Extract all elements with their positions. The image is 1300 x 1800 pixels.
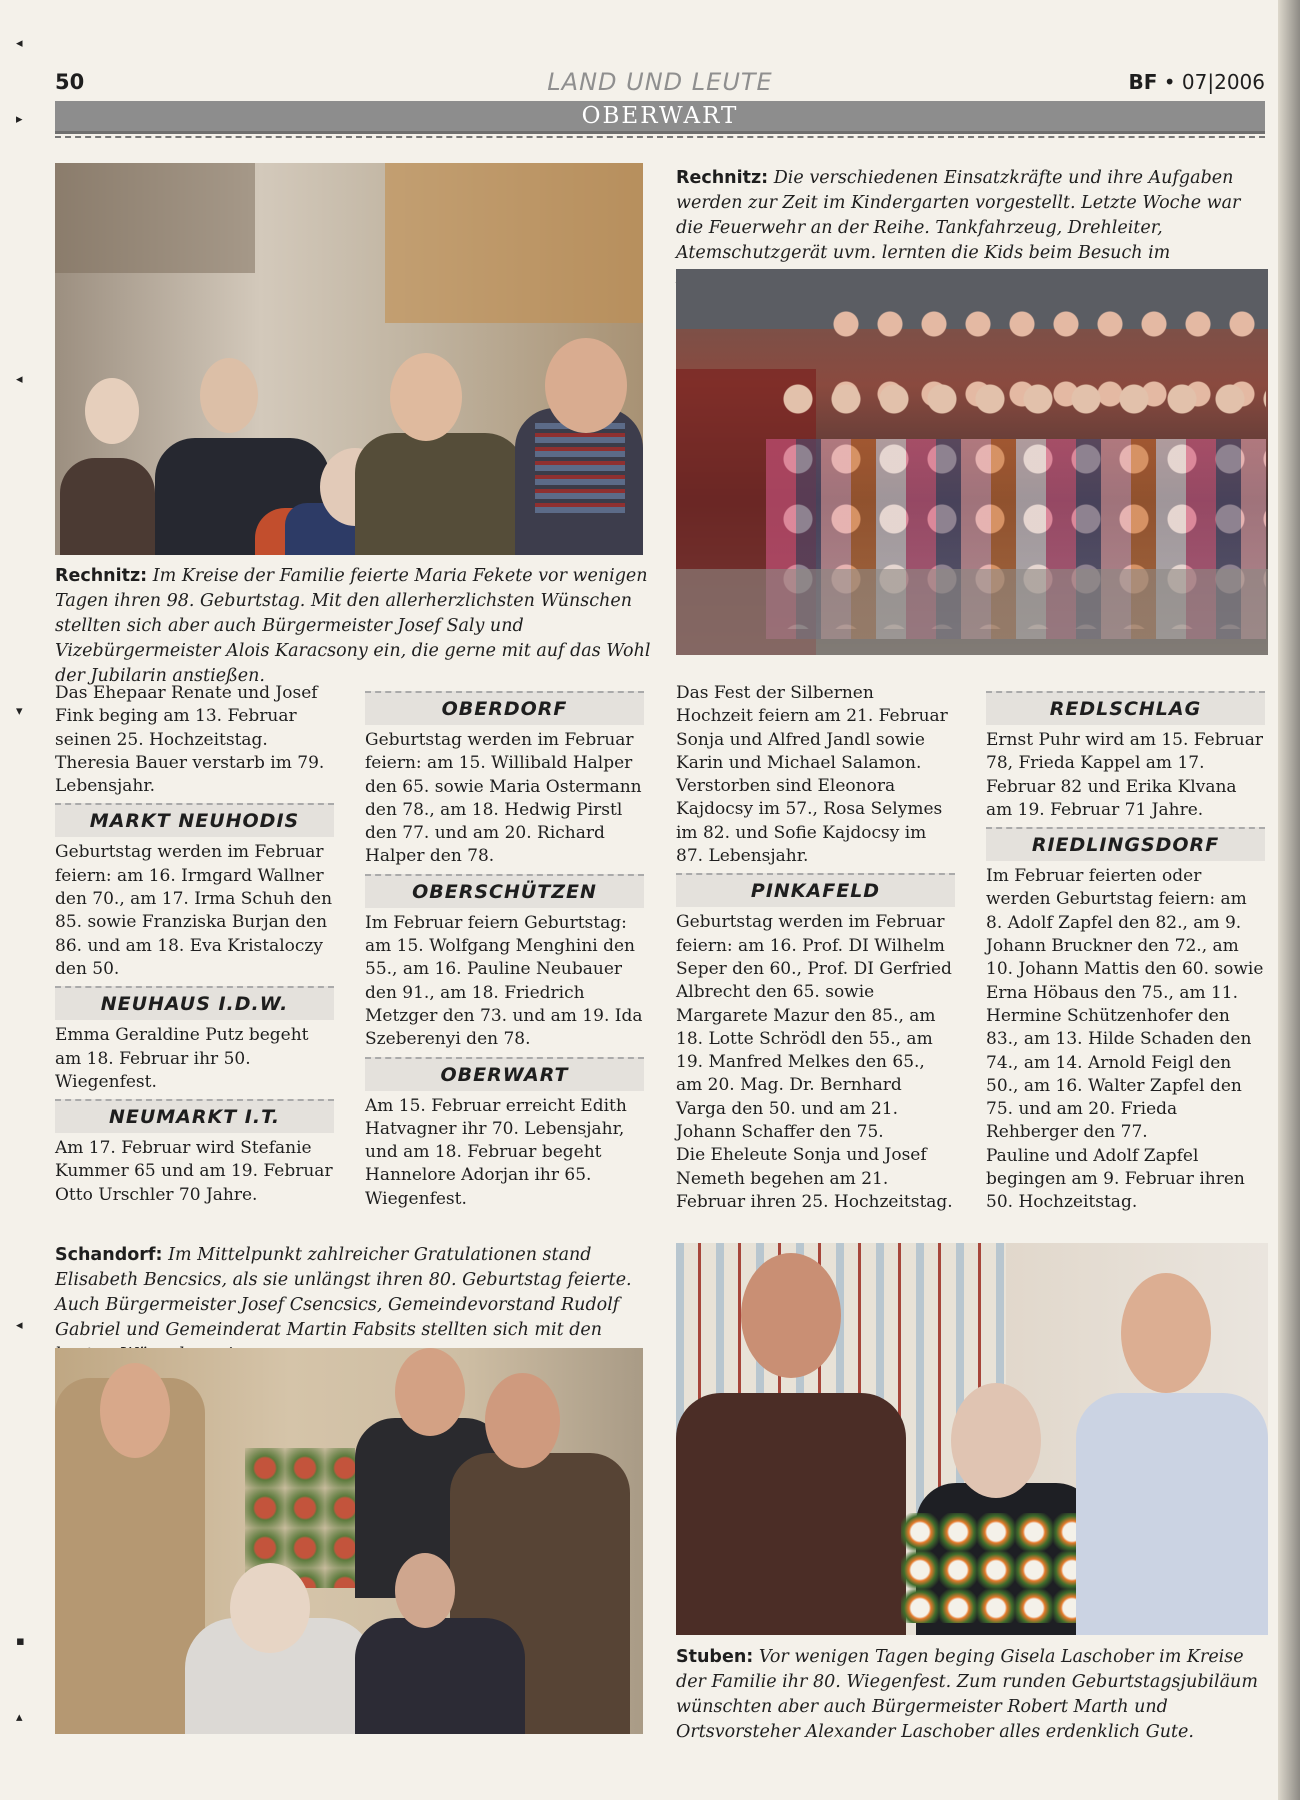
caption-text: Im Kreise der Familie feierte Maria Fekete vor wenigen Tagen ihren 98. Geburtstag. Mit den allerherzlichsten Wünschen stellten sich aber auch Bürgermeister Josef Saly und Vizebürgermeister Alois Karacsony ein, die gerne mit auf das Wohl der Jubilarin anstießen. [55, 566, 651, 686]
column-1 [55, 682, 334, 1207]
column-2 [365, 682, 644, 1211]
photo-schandorf [55, 1348, 643, 1734]
article-text: Geburtstag werden im Februar feiern: am 16. Prof. DI Wilhelm Seper den 60., Prof. DI Gerfried Albrecht den 65. sowie Margarete Mazur den 85., am 18. Lotte Schrödl den 55., am 19. Manfred Melkes den 65., am 20. Mag. Dr. Bernhard Varga den 50. und am 21. Johann Schaffer den 75. [676, 912, 952, 1143]
heading-pinkafeld: PINKAFELD [676, 873, 955, 907]
article-text: Geburtstag werden im Februar feiern: am 16. Irmgard Wallner den 70., am 17. Irma Schuh den 85. sowie Franziska Burjan den 86. und am 18. Eva Kristaloczy den 50. [55, 842, 333, 979]
margin-marker: ▪ [16, 1634, 25, 1649]
margin-marker: ◂ [16, 372, 23, 387]
page-edge-shadow [1278, 0, 1300, 1800]
issue-number: 07|2006 [1181, 70, 1265, 94]
caption-place: Stuben: [676, 1647, 754, 1667]
caption-place: Rechnitz: [55, 566, 148, 586]
article-text: Das Fest der Silbernen Hochzeit feiern am 21. Februar Sonja und Alfred Jandl sowie Karin und Michael Salamon. Verstorben sind Eleonora Kajdocsy im 57., Rosa Selymes im 82. und Sofie Kajdocsy im 87. Lebensjahr. [676, 683, 948, 867]
caption-rechnitz-birthday [55, 564, 655, 689]
article-text: Am 15. Februar erreicht Edith Hatvagner ihr 70. Lebensjahr, und am 18. Februar begeht Hannelore Adorjan ihr 65. Wiegenfest. [365, 1095, 627, 1209]
heading-oberdorf: OBERDORF [365, 691, 644, 725]
photo-stuben [676, 1243, 1268, 1635]
margin-marker: ▴ [16, 1710, 23, 1725]
margin-marker: ◂ [16, 36, 23, 51]
article-text: Im Februar feiern Geburtstag: am 15. Wolfgang Menghini den 55., am 16. Pauline Neubauer den 91., am 18. Friedrich Metzger den 73. und am 19. Ida Szeberenyi den 78. [365, 912, 643, 1050]
heading-redlschlag: REDLSCHLAG [986, 691, 1265, 725]
caption-place: Schandorf: [55, 1245, 163, 1265]
divider [55, 136, 1265, 138]
caption-text: Vor wenigen Tagen beging Gisela Laschober im Kreise der Familie ihr 80. Wiegenfest. Zum runden Geburtstagsjubiläum wünschten aber auch Bürgermeister Robert Marth und Ortsvorsteher Alexander Laschober alles erdenklich Gute. [676, 1647, 1258, 1742]
column-3 [676, 682, 955, 1214]
region-bar [55, 101, 1265, 134]
section-title: LAND UND LEUTE [547, 68, 773, 96]
heading-markt-neuhodis: MARKT NEUHODIS [55, 803, 334, 837]
margin-marker: ◂ [16, 1318, 23, 1333]
article-text: Ernst Puhr wird am 15. Februar 78, Frieda Kappel am 17. Februar 82 und Erika Klvana am 19. Februar 71 Jahre. [986, 730, 1263, 820]
caption-place: Rechnitz: [676, 168, 769, 188]
issue-info: BF • 07|2006 [1128, 70, 1265, 94]
article-text: Das Ehepaar Renate und Josef Fink beging am 13. Februar seinen 25. Hochzeitstag. Theresia Bauer verstarb im 79. Lebensjahr. [55, 683, 325, 797]
margin-marker: ▾ [16, 704, 23, 719]
heading-oberwart: OBERWART [365, 1057, 644, 1091]
page-header [55, 66, 1265, 100]
page-number: 50 [55, 70, 85, 94]
heading-neumarkt: NEUMARKT I.T. [55, 1099, 334, 1133]
article-text: Pauline und Adolf Zapfel begingen am 9. Februar ihren 50. Hochzeitstag. [986, 1145, 1245, 1213]
heading-neuhaus: NEUHAUS I.D.W. [55, 986, 334, 1020]
region-title: OBERWART [581, 103, 739, 129]
publication-name: BF [1128, 70, 1158, 94]
margin-marker: ▸ [16, 112, 23, 127]
caption-text: Im Mittelpunkt zahlreicher Gratulationen stand Elisabeth Bencsics, als sie unlängst ihren 80. Geburtstag feierte. Auch Bürgermeister Josef Csencsics, Gemeindevorstand Rudolf Gabriel und Gemeinderat Martin Fabsits stellten sich mit den [55, 1245, 632, 1340]
heading-riedlingsdorf: RIEDLINGSDORF [986, 827, 1265, 861]
article-text: Emma Geraldine Putz begeht am 18. Februar ihr 50. Wiegenfest. [55, 1025, 309, 1092]
article-text: Am 17. Februar wird Stefanie Kummer 65 und am 19. Februar Otto Urschler 70 Jahre. [55, 1138, 333, 1205]
caption-text: Die verschiedenen Einsatzkräfte und ihre Aufgaben werden zur Zeit im Kindergarten vorgestellt. Letzte Woche war die Feuerwehr an der Reihe. Tankfahrzeug, Drehleiter, Atemschutzgerät uvm. lernten die Kids beim Besuch im [676, 168, 1241, 263]
heading-oberschuetzen: OBERSCHÜTZEN [365, 874, 644, 908]
photo-rechnitz-firebrigade [676, 269, 1268, 655]
column-4 [986, 682, 1265, 1215]
article-text: Die Eheleute Sonja und Josef Nemeth begehen am 21. Februar ihren 25. Hochzeitstag. [676, 1145, 953, 1212]
caption-stuben [676, 1645, 1268, 1745]
article-text: Im Februar feierten oder werden Geburtstag feiern: am 8. Adolf Zapfel den 82., am 9. Johann Bruckner den 72., am 10. Johann Mattis den 60. sowie Erna Höbaus den 75., am 11. Hermine Schützenhofer den 83., am 13. Hilde Schaden den 74., am 14. Arnold Feigl den 50., am 16. Walter Zapfel den 75. und am 20. Frieda Rehberger den 77. [986, 866, 1264, 1143]
article-text: Geburtstag werden im Februar feiern: am 15. Willibald Halper den 65. sowie Maria Ostermann den 78., am 18. Hedwig Pirstl den 77. und am 20. Richard Halper den 78. [365, 730, 642, 867]
photo-rechnitz-birthday [55, 163, 643, 555]
